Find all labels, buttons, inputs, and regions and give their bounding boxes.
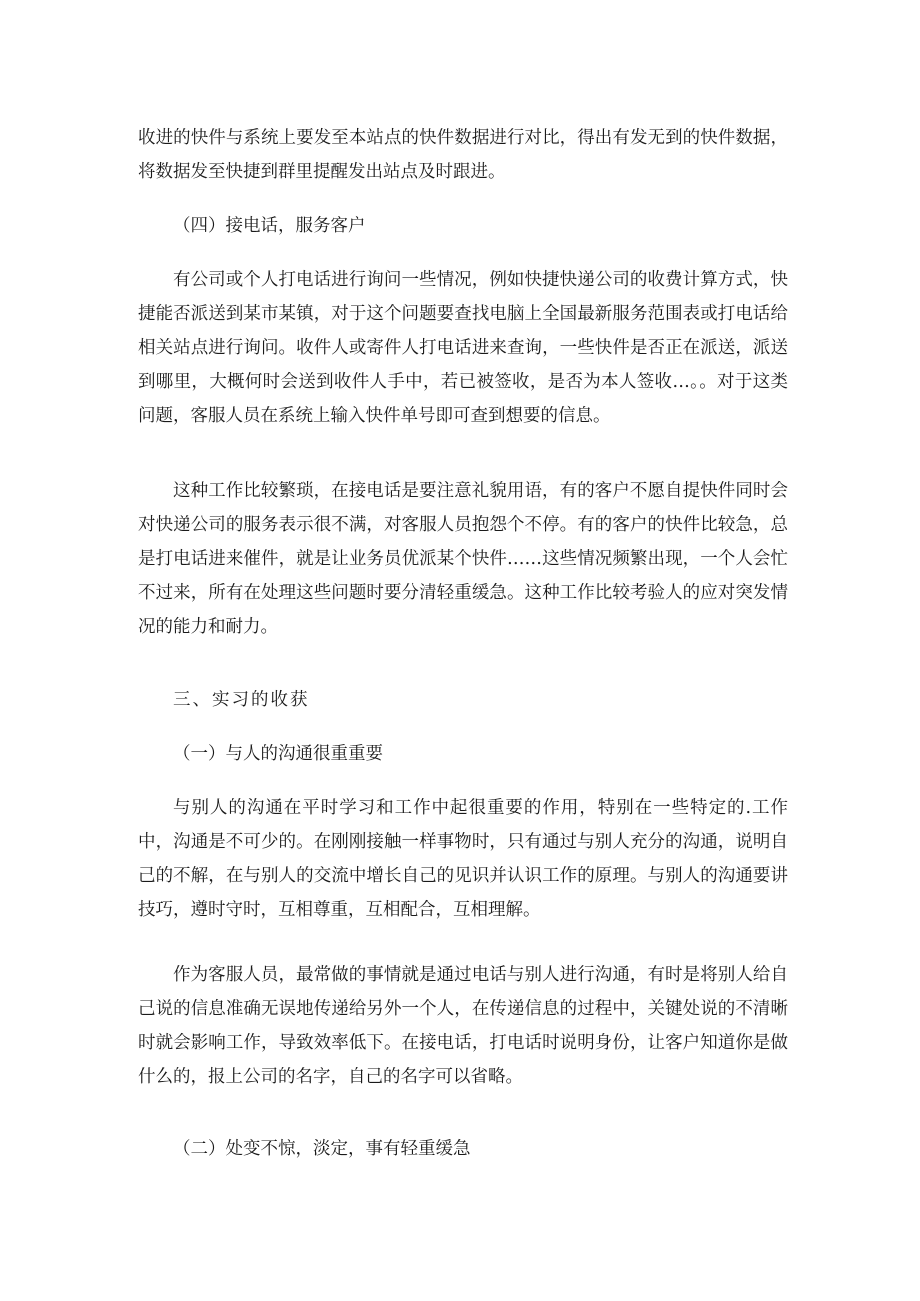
section-heading-internship-gains: 三、实习的收获: [173, 690, 310, 710]
paragraph-continuation: 收进的快件与系统上要发至本站点的快件数据进行对比，得出有发无到的快件数据，将数据发至快捷到群里提醒发出站点及时跟进。: [138, 128, 788, 182]
paragraph-tedious-work: 这种工作比较繁琐，在接电话是要注意礼貌用语，有的客户不愿自提快件同时会对快递公司的服务表示很不满，对客服人员抱怨个不停。有的客户的快件比较急，总是打电话进来催件，就是让业务员优派某个快件……这些情况频繁出现，一个人会忙不过来，所有在处理这些问题时要分清轻重缓急。这种工作比较考验人的应对突发情况的能力和耐力。: [138, 481, 788, 637]
paragraph-customer-service-communication: 作为客服人员，最常做的事情就是通过电话与别人进行沟通，有时是将别人给自己说的信息准确无误地传递给另外一个人，在传递信息的过程中，关键处说的不清晰时就会影响工作，导致效率低下。在接电话，打电话时说明身份，让客户知道你是做什么的，报上公司的名字，自己的名字可以省略。: [138, 965, 788, 1087]
paragraph-phone-inquiries: 有公司或个人打电话进行询问一些情况，例如快捷快递公司的收费计算方式，快捷能否派送到某市某镇，对于这个问题要查找电脑上全国最新服务范围表或打电话给相关站点进行询问。收件人或寄件人打电话进来查询，一些快件是否正在派送，派送到哪里，大概何时会送到收件人手中，若已被签收，是否为本人签收…。。对于这类问题，客服人员在系统上输入快件单号即可查到想要的信息。: [138, 270, 788, 426]
paragraph-communication-importance: 与别人的沟通在平时学习和工作中起很重要的作用，特别在一些特定的.工作中，沟通是不可少的。在刚刚接触一样事物时，只有通过与别人充分的沟通，说明自己的不解，在与别人的交流中增长自己的见识并认识工作的原理。与别人的沟通要讲技巧，遵时守时，互相尊重，互相配合，互相理解。: [138, 798, 788, 920]
subheading-answer-phone: （四）接电话，服务客户: [173, 216, 366, 236]
subheading-communication: （一）与人的沟通很重重要: [173, 744, 383, 764]
subheading-calm-priorities: （二）处变不惊，淡定，事有轻重缓急: [173, 1139, 471, 1159]
